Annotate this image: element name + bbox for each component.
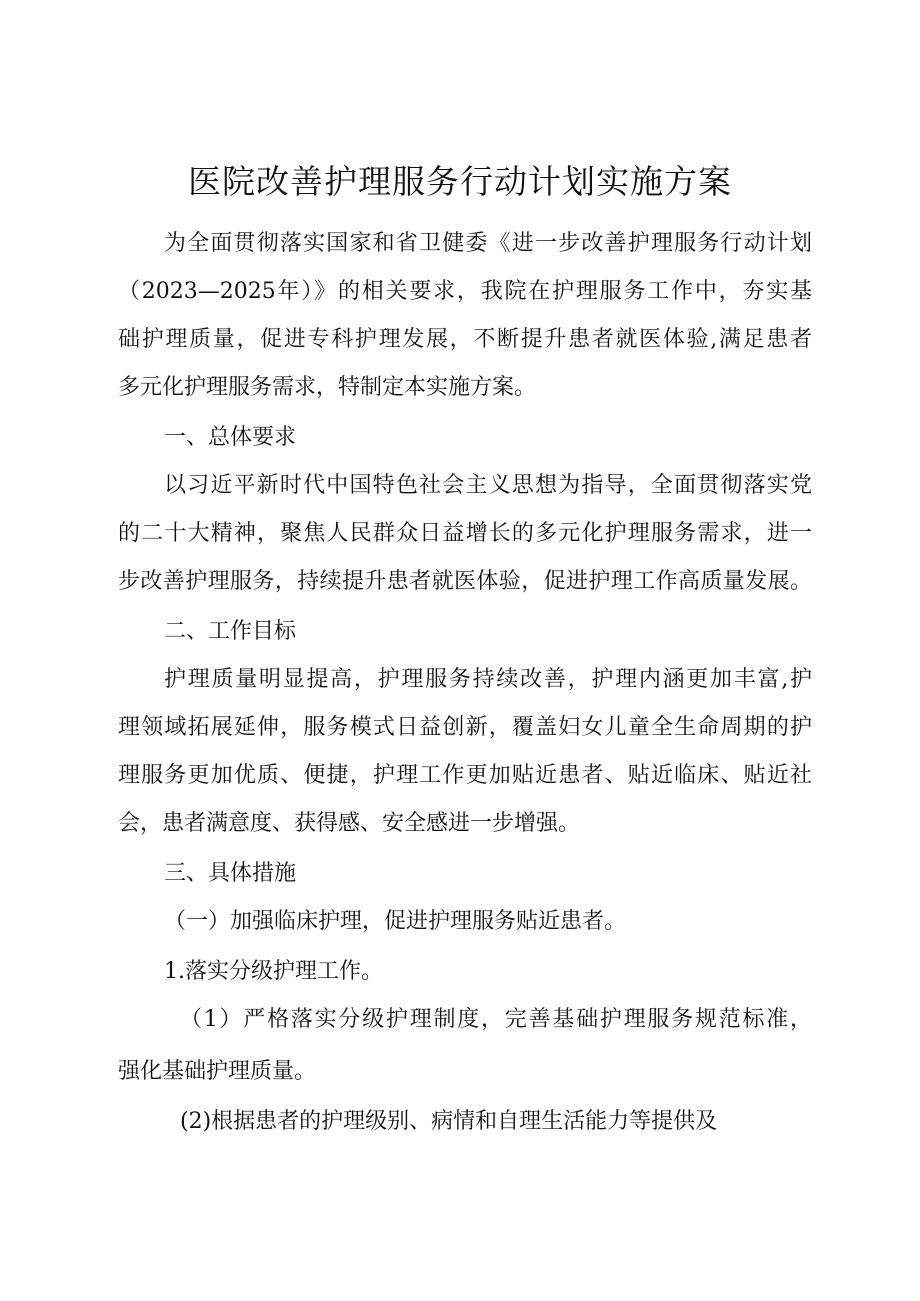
section-heading: 一、总体要求	[164, 425, 297, 450]
body-line: 强化基础护理质量。	[118, 1059, 317, 1084]
body-line: 步改善护理服务，持续提升患者就医体验，促进护理工作高质量发展。	[118, 569, 812, 594]
body-line: 理服务更加优质、便捷，护理工作更加贴近患者、贴近临床、贴近社	[118, 763, 812, 788]
intro-line: 为全面贯彻落实国家和省卫健委《进一步改善护理服务行动计划	[164, 231, 812, 256]
subsection-heading: （一）加强临床护理，促进护理服务贴近患者。	[164, 909, 627, 934]
body-line: 会，患者满意度、获得感、安全感进一步增强。	[118, 811, 581, 836]
body-line: (2)根据患者的护理级别、病情和自理生活能力等提供及	[180, 1109, 718, 1134]
body-line: 理领域拓展延伸，服务模式日益创新，覆盖妇女儿童全生命周期的护	[118, 715, 812, 740]
intro-line: 础护理质量，促进专科护理发展，不断提升患者就医体验,满足患者	[118, 327, 812, 352]
intro-line: 多元化护理服务需求，特制定本实施方案。	[118, 375, 537, 400]
item-heading: 1.落实分级护理工作。	[164, 959, 383, 984]
body-line: 以习近平新时代中国特色社会主义思想为指导，全面贯彻落实党	[164, 473, 812, 498]
body-line: 护理质量明显提高，护理服务持续改善，护理内涵更加丰富,护	[164, 667, 812, 692]
section-heading: 三、具体措施	[164, 861, 297, 886]
document-title: 医院改善护理服务行动计划实施方案	[188, 162, 732, 201]
intro-line: （2023—2025年）》的相关要求，我院在护理服务工作中，夯实基	[118, 279, 812, 304]
section-heading: 二、工作目标	[164, 619, 297, 644]
body-line: 的二十大精神，聚焦人民群众日益增长的多元化护理服务需求，进一	[118, 521, 812, 546]
body-line: （1）严格落实分级护理制度，完善基础护理服务规范标准，	[180, 1007, 812, 1032]
